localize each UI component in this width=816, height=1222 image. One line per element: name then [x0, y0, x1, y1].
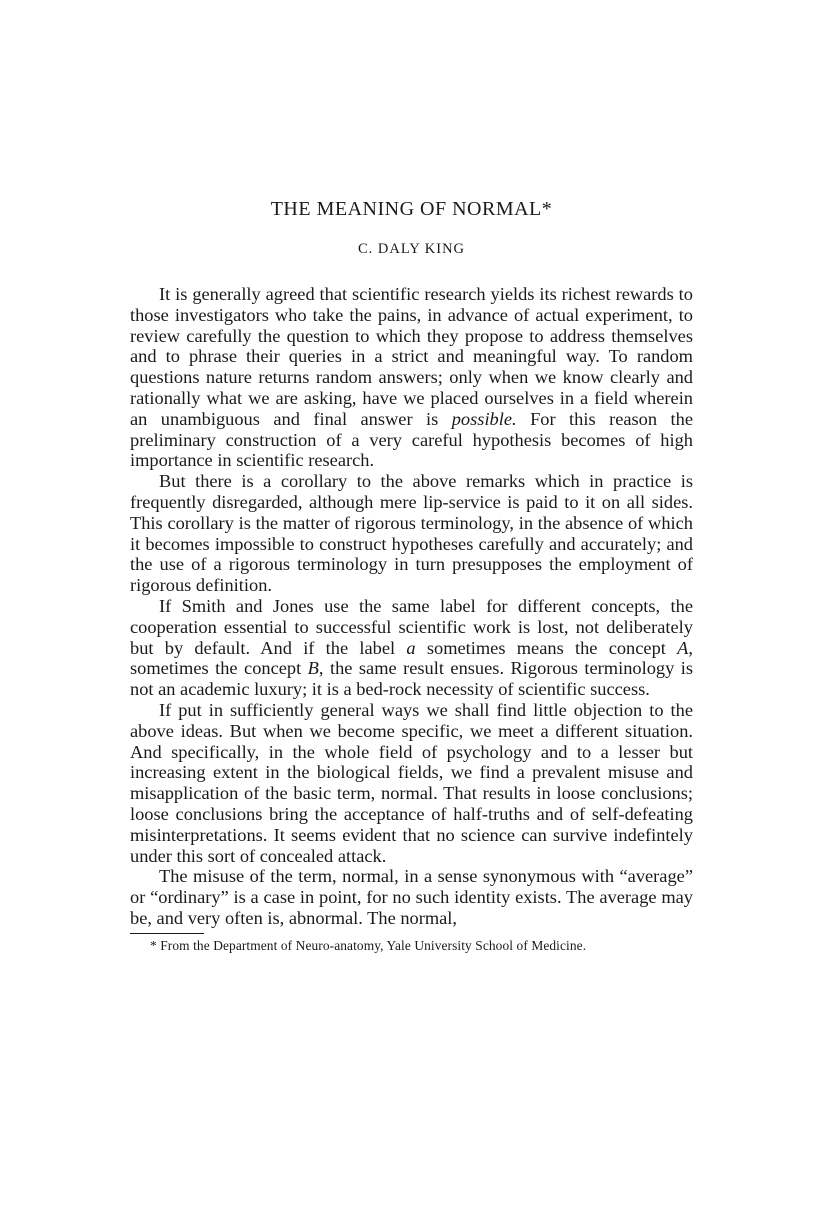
paragraph-3-text-d: , the same result ensues. Rigorous terminology is not an academic luxury; it is a bed-rock necessity of scientific success. — [130, 658, 694, 700]
footnote: * From the Department of Neuro-anatomy, Yale University School of Medicine. — [150, 937, 587, 953]
article-title: THE MEANING OF NORMAL* — [270, 198, 553, 220]
paragraph-3-text-a: If Smith and Jones use the same label for different concepts, the cooperation essential to successful scientific work is lost, not deliberately but by default. And if the label — [130, 595, 693, 658]
paragraph-3 — [130, 596, 693, 700]
paragraph-3-italic-b: A — [677, 637, 689, 658]
paragraph-1-text-a: It is generally agreed that scientific research yields its richest rewards to those investigators who take the pains, in advance of actual experiment, to review carefully the question to which they propose to address themselves and to phrase their queries in a strict and meaningful way. To random questions nature returns random answers; only when we know clearly and rationally what we are asking, have we placed ourselves in a field wherein an unambiguous and final answer is — [130, 284, 693, 429]
paragraph-3-text-c: , sometimes the concept — [130, 637, 693, 679]
paragraph-1-text-b: For this reason the preliminary construction of a very careful hypothesis becomes of high importance in scientific research. — [130, 408, 693, 471]
footnote-divider — [130, 933, 204, 934]
paragraph-3-text-b: sometimes means the concept — [415, 637, 678, 658]
paragraph-4: If put in sufficiently general ways we shall find little objection to the above ideas. But when we become specific, we meet a different situation. And specifically, in the whole field of psychology and to a lesser but increasing extent in the biological fields, we find a prevalent misuse and misapplication of the basic term, normal. That results in loose conclusions; loose conclusions bring the acceptance of half-truths and of self-defeating misinterpretations. It seems evident that no science can survive indefintely under this sort of concealed attack. — [130, 699, 693, 866]
article-author: C. DALY KING — [357, 241, 466, 257]
paragraph-3-italic-a: a — [406, 637, 416, 658]
paragraph-5: The misuse of the term, normal, in a sense synonymous with “average” or “ordinary” is a case in point, for no such identity exists. The average may be, and very often is, abnormal. The normal, — [130, 866, 693, 928]
paragraph-2: But there is a corollary to the above remarks which in practice is frequently disregarded, although mere lip-service is paid to it on all sides. This corollary is the matter of rigorous terminology, in the absence of which it becomes impossible to construct hypotheses carefully and accurately; and the use of a rigorous terminology in turn presupposes the employment of rigorous definition. — [130, 471, 693, 596]
paragraph-3-italic-c: B — [307, 658, 319, 679]
paragraph-1-italic: possible. — [451, 408, 517, 429]
article-page — [130, 194, 693, 955]
article-body — [130, 284, 693, 929]
paragraph-1 — [130, 284, 693, 471]
